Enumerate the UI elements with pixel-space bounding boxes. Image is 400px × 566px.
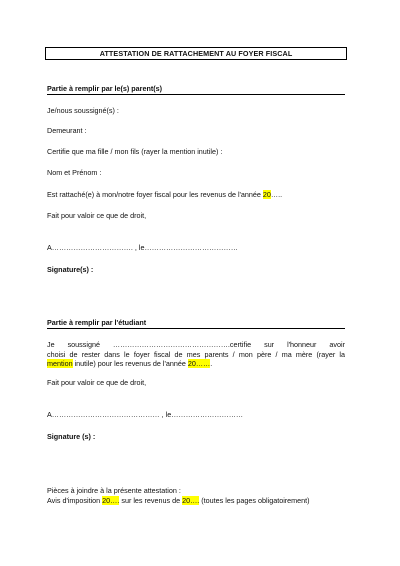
etudiant-section-heading: Partie à remplir par l'étudiant [47,318,345,329]
document-title-text: ATTESTATION DE RATTACHEMENT AU FOYER FISCAL [99,49,293,58]
pieces-avis-line [47,496,310,505]
etudiant-line-1: Je soussigné ………………………………………….certifie sur l'honneur avoir [47,340,345,349]
parents-signature-label: Signature(s) : [47,265,94,274]
etudiant-valoir: Fait pour valoir ce que de droit, [47,378,147,387]
parents-rattache-year: 20 [262,190,271,199]
etudiant-year: 20…… [187,359,211,369]
parents-soussigne: Je/nous soussigné(s) : [47,106,119,115]
pieces-avis-suffix: (toutes les pages obligatoirement) [199,496,310,505]
parents-section-heading: Partie à remplir par le(s) parent(s) [47,84,345,95]
parents-certifie: Certifie que ma fille / mon fils (rayer la mention inutile) : [47,147,223,156]
pieces-avis-prefix: Avis d'imposition [47,496,103,505]
parents-lieu-date: A……………………………. , le………………………………… [47,243,238,252]
etudiant-line-2: choisi de rester dans le foyer fiscal de mes parents / mon père / ma mère (rayer la [47,349,345,359]
etudiant-signature-label: Signature (s) : [47,432,96,441]
etudiant-lieu-date: A……………………………………… , le………………………… [47,410,244,419]
etudiant-line-3-text: inutile) pour les revenus de l'année [72,359,188,369]
parents-rattache-line [47,190,282,199]
pieces-avis-year-1: 20…. [102,496,120,505]
parents-demeurant: Demeurant : [47,126,87,135]
etudiant-line-3-end: . [210,359,213,369]
etudiant-line-3 [47,359,345,369]
document-title [45,47,347,60]
etudiant-mention-highlight: mention [47,359,73,369]
parents-rattache-text: Est rattaché(e) à mon/notre foyer fiscal pour les revenus de l'année [47,190,263,199]
etudiant-declaration [47,340,345,369]
pieces-avis-year-2: 20…. [182,496,200,505]
parents-rattache-dots: ….. [270,190,283,199]
parents-nom-prenom: Nom et Prénom : [47,168,102,177]
pieces-intro: Pièces à joindre à la présente attestation : [47,486,181,495]
parents-valoir: Fait pour valoir ce que de droit, [47,211,147,220]
pieces-avis-mid: sur les revenus de [119,496,183,505]
